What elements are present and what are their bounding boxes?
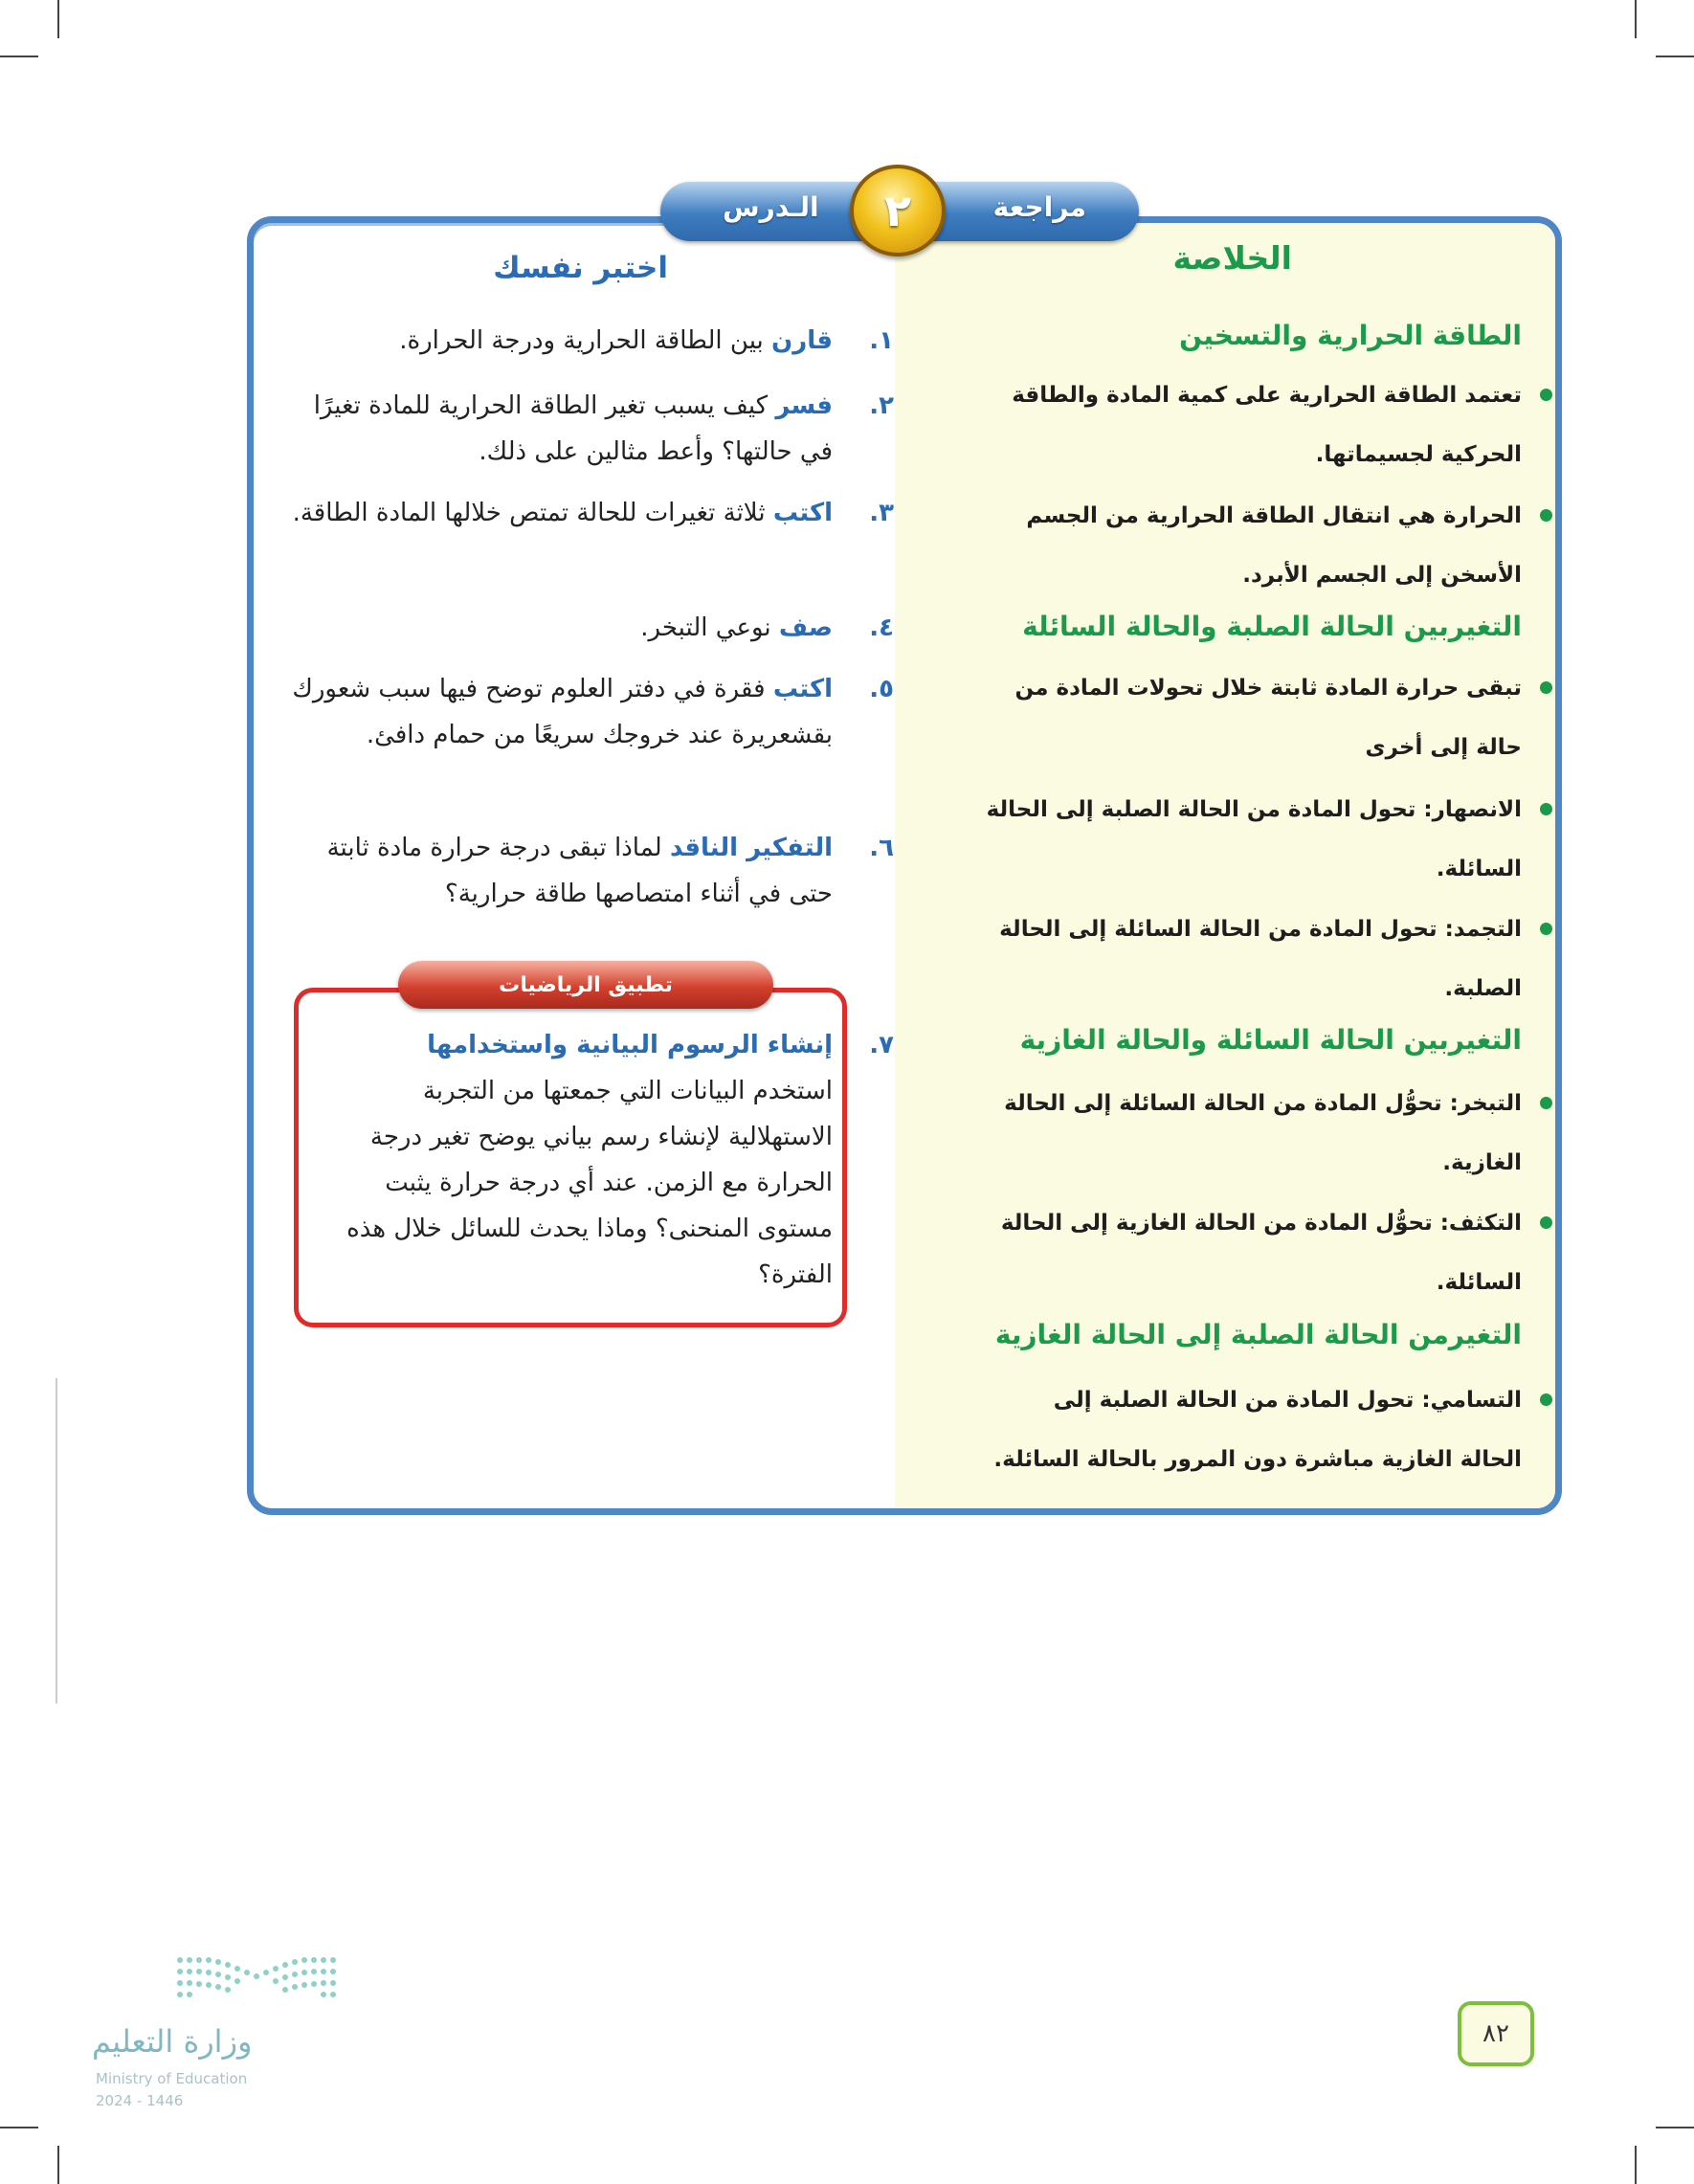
question-item [292,490,894,536]
question-number: ٢. [869,391,894,420]
summary-item [986,1074,1522,1192]
summary-item [986,366,1522,484]
crop-mark [1656,56,1694,57]
question-item [292,383,894,475]
question-keyword: التفكير الناقد [669,834,833,862]
question-text: استخدم البيانات التي جمعتها من التجربة الاستهلالية لإنشاء رسم بياني يوضح تغير درجة الحرارة مع الزمن. عند أي درجة حرارة يثبت مستوى المنحنى؟ وماذا يحدث للسائل خلال هذه الفترة؟ [346,1077,833,1289]
question-item [292,825,894,917]
crop-mark [1635,2146,1637,2184]
question-number: ١. [869,326,894,355]
question-number: ٧. [869,1031,894,1059]
summary-item-text: التكثف: تحوُّل المادة من الحالة الغازية إلى الحالة السائلة. [1000,1211,1522,1295]
question-item [292,318,894,364]
crop-mark [57,0,59,38]
question-text: ثلاثة تغيرات للحالة تمتص خلالها المادة الطاقة. [292,499,773,527]
summary-item [986,1193,1522,1312]
bullet-icon [1540,681,1552,694]
crop-mark [57,2146,59,2184]
question-number: ٤. [869,613,894,642]
ministry-logo-icon [170,1952,343,2000]
summary-item [986,1371,1522,1489]
summary-item [986,900,1522,1018]
bullet-icon [1540,509,1552,522]
question-keyword: صف [778,613,833,642]
summary-item-text: تعتمد الطاقة الحرارية على كمية المادة والطاقة الحركية لجسيماتها. [1012,383,1522,467]
summary-title: الخلاصة [1172,239,1292,277]
question-keyword: فسر [775,391,833,420]
question-number: ٥. [869,675,894,703]
crop-mark [56,1378,57,1704]
question-number: ٦. [869,834,894,862]
question-keyword: إنشاء الرسوم البيانية واستخدامها [427,1031,833,1059]
summary-item [986,486,1522,605]
question-keyword: اكتب [772,499,833,527]
summary-section-heading: التغيرمن الحالة الصلبة إلى الحالة الغازية [994,1319,1522,1350]
year-label: 2024 - 1446 [96,2092,184,2109]
question-text: نوعي التبخر. [640,613,779,642]
crop-mark [0,56,38,57]
question-keyword: اكتب [772,675,833,703]
summary-section-heading: التغيربين الحالة الصلبة والحالة السائلة [1022,611,1522,642]
bullet-icon [1540,803,1552,815]
crop-mark [0,2127,38,2128]
page-number: ٨٢ [1458,2001,1534,2066]
lesson-number-badge: ٢ [850,165,946,256]
question-item [292,666,894,758]
bullet-icon [1540,923,1552,935]
math-question [335,1022,894,1298]
summary-section-heading: الطاقة الحرارية والتسخين [1179,320,1522,351]
lesson-label: الـدرس [723,191,819,223]
summary-item-text: التسامي: تحول المادة من الحالة الصلبة إلى الحالة الغازية مباشرة دون المرور بالحالة السائلة. [993,1388,1522,1472]
summary-item-text: تبقى حرارة المادة ثابتة خلال تحولات المادة من حالة إلى أخرى [1014,676,1522,760]
bullet-icon [1540,1097,1552,1109]
question-text: لماذا تبقى درجة حرارة مادة ثابتة حتى في أثناء امتصاصها طاقة حرارية؟ [326,834,833,908]
bullet-icon [1540,389,1552,401]
summary-item-text: الانصهار: تحول المادة من الحالة الصلبة إلى الحالة السائلة. [986,797,1522,881]
question-text: كيف يسبب تغير الطاقة الحرارية للمادة تغيرًا في حالتها؟ وأعط مثالين على ذلك. [313,391,833,466]
question-text: فقرة في دفتر العلوم توضح فيها سبب شعورك بقشعريرة عند خروجك سريعًا من حمام دافئ. [292,675,833,749]
ministry-name-english: Ministry of Education [96,2070,248,2087]
question-text: بين الطاقة الحرارية ودرجة الحرارة. [399,326,772,355]
math-application-title: تطبيق الرياضيات [398,961,773,1009]
bullet-icon [1540,1393,1552,1406]
ministry-name-arabic: وزارة التعليم [92,2023,253,2060]
crop-mark [1635,0,1637,38]
question-number: ٣. [869,499,894,527]
summary-item-text: الحرارة هي انتقال الطاقة الحرارية من الجسم الأسخن إلى الجسم الأبرد. [1026,503,1522,588]
summary-item [986,658,1522,777]
summary-section-heading: التغيربين الحالة السائلة والحالة الغازية [1019,1024,1522,1056]
summary-item-text: التبخر: تحوُّل المادة من الحالة السائلة إلى الحالة الغازية. [1004,1091,1522,1175]
summary-item [986,780,1522,899]
test-yourself-title: اختبر نفسك [493,251,668,285]
bullet-icon [1540,1216,1552,1229]
summary-item-text: التجمد: تحول المادة من الحالة السائلة إلى الحالة الصلبة. [999,917,1522,1001]
crop-mark [1656,2127,1694,2128]
question-item [292,605,894,651]
review-label: مراجعة [992,191,1086,223]
question-keyword: قارن [771,326,833,355]
